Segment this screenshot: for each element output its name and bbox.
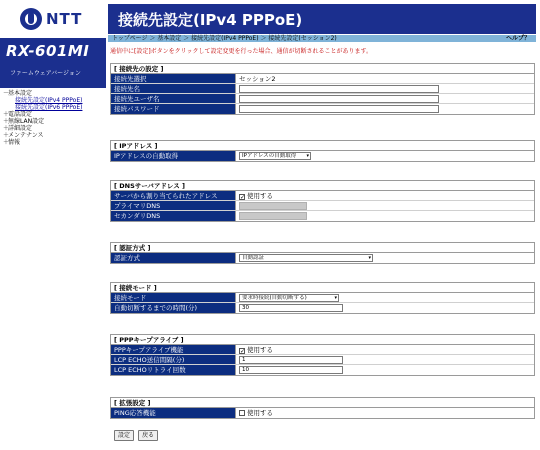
keepalive-func-label: PPPキープアライブ機能 [111,345,236,354]
expand-icon: ＋ [3,139,10,146]
dns-assign-checkbox[interactable]: ✓ [240,194,246,201]
collapse-icon: － [3,90,10,97]
keepalive-text: 使用する [247,346,273,354]
dns-primary-input[interactable] [239,202,307,210]
dns-primary-label: プライマリDNS [111,201,236,210]
timeout-label: 自動切断するまでの時間(分) [111,303,236,313]
connection-user-label: 接続先ユーザ名 [111,94,236,103]
tree-item-info[interactable]: ＋情報 [3,139,21,146]
mode-label: 接続モード [111,293,236,302]
page-title: 接続先設定(IPv4 PPPoE) [108,4,536,34]
tree-sub-ipv4[interactable]: 接続先設定(IPv4 PPPoE) [15,97,83,104]
connection-name-label: 接続先名 [111,84,236,93]
expand-icon: ＋ [3,132,10,139]
section-title: [ 接続モード ] [111,283,534,293]
keepalive-checkbox[interactable]: ✓ [240,348,246,355]
section-connection [110,63,535,115]
dns-secondary-label: セカンダリDNS [111,211,236,221]
ntt-logo [0,0,106,38]
section-keepalive [110,334,535,376]
connection-name-input[interactable] [239,85,439,93]
section-title: [ 接続先の設定 ] [111,64,534,74]
section-mode [110,282,535,314]
tree-item-phone[interactable]: ＋電話設定 [3,111,33,118]
dns-secondary-input[interactable] [239,212,307,220]
tree-item-advanced[interactable]: ＋詳細設定 [3,125,33,132]
ping-label: PING応答機能 [111,408,236,418]
breadcrumb[interactable]: トップページ ＞ 基本設定 ＞ 接続先設定(IPv4 PPPoE) ＞ 接続先設定(セッション2) [112,35,337,42]
tree-item-maintenance[interactable]: ＋メンテナンス [3,132,44,139]
section-auth [110,242,535,264]
tree-item-wlan[interactable]: ＋無線LAN設定 [3,118,45,125]
ping-checkbox[interactable] [239,410,245,416]
section-title: [ DNSサーバアドレス ] [111,181,534,191]
ip-auto-label: IPアドレスの自動取得 [111,151,236,161]
nav-tree [3,90,82,146]
section-ip [110,140,535,162]
section-extended [110,397,535,419]
connection-pass-label: 接続パスワード [111,104,236,114]
ping-text: 使用する [247,409,273,417]
chevron-down-icon: ▾ [334,295,337,301]
breadcrumb-bar [108,35,536,42]
help-link[interactable]: ヘルプ？ [505,35,530,42]
model-name: RX-601MI [6,42,90,60]
lcp-interval-label: LCP ECHO送信間隔(分) [111,355,236,364]
connection-pass-input[interactable] [239,105,439,113]
section-title: [ PPPキープアライブ ] [111,335,534,345]
lcp-retry-label: LCP ECHOリトライ回数 [111,365,236,375]
dns-assign-text: 使用する [247,192,273,200]
ntt-logo-mark [20,8,42,30]
mode-select[interactable]: 要求時接続(自動切断する) ▾ [239,294,339,302]
warning-notice: 通信中に[設定]ボタンをクリックして設定変更を行った場合、通信が切断されることがあります。 [110,48,372,55]
timeout-input[interactable]: 30 [239,304,343,312]
auth-method-label: 認証方式 [111,253,236,263]
connection-select-value: セッション2 [239,75,276,83]
save-button[interactable]: 設定 [114,430,134,441]
logo-text: NTT [46,10,83,28]
dns-assign-label: サーバから割り当てられたアドレス [111,191,236,200]
tree-item-basic[interactable]: －基本設定 [3,90,33,97]
expand-icon: ＋ [3,118,10,125]
section-title: [ 認証方式 ] [111,243,534,253]
back-button[interactable]: 戻る [138,430,158,441]
chevron-down-icon: ▾ [368,255,371,261]
expand-icon: ＋ [3,125,10,132]
auth-method-select[interactable]: 自動認証 ▾ [239,254,373,262]
lcp-retry-input[interactable]: 10 [239,366,343,374]
ip-auto-select[interactable]: IPアドレスの自動取得 ▾ [239,152,311,160]
firmware-label: ファームウェアバージョン [10,70,81,77]
section-title: [ 拡張設定 ] [111,398,534,408]
section-dns [110,180,535,222]
lcp-interval-input[interactable]: 1 [239,356,343,364]
model-panel [0,38,106,88]
section-title: [ IPアドレス ] [111,141,534,151]
tree-sub-ipv6[interactable]: 接続先設定(IPv6 PPPoE) [15,104,83,111]
connection-select-label: 接続先選択 [111,74,236,83]
connection-user-input[interactable] [239,95,439,103]
sidebar [0,0,106,450]
chevron-down-icon: ▾ [306,153,309,159]
expand-icon: ＋ [3,111,10,118]
